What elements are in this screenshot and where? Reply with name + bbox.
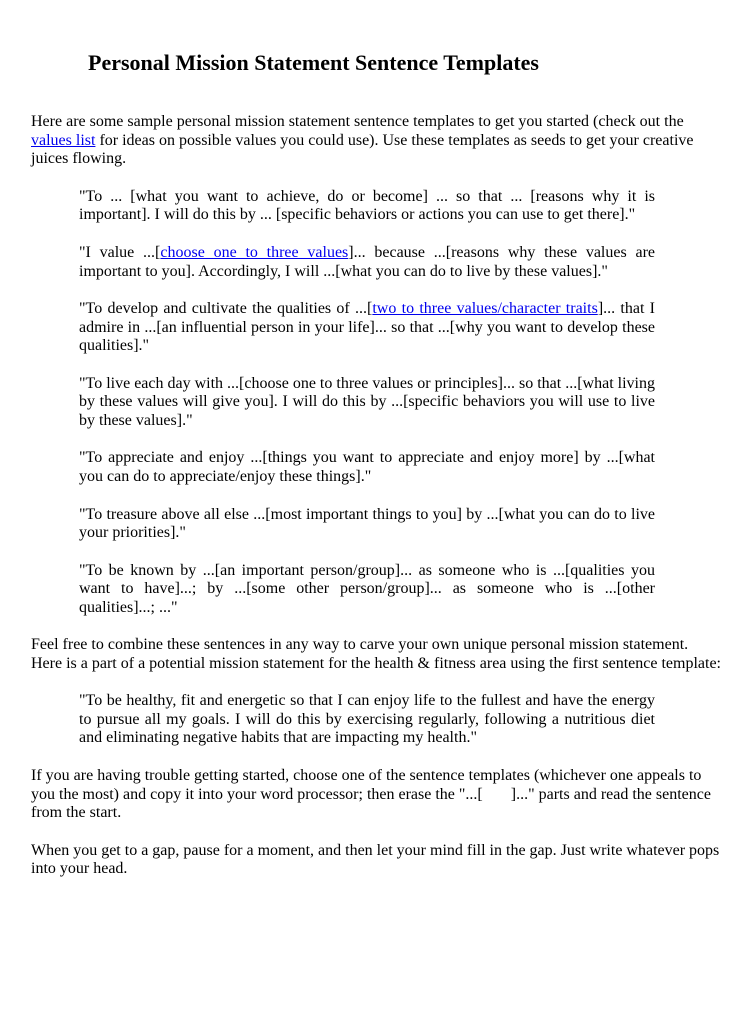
template-quote-known-by: "To be known by ...[an important person/group]... as someone who is ...[qualities you want to have]...; by ...[some other person/group]... as someone who is ...[other qualities]...; ..." bbox=[79, 561, 655, 616]
intro-paragraph bbox=[31, 113, 721, 169]
combine-paragraph: Feel free to combine these sentences in any way to carve your own unique personal mission statement. Here is a part of a potential mission statement for the health & fitness area using the first sentence template: bbox=[31, 636, 721, 672]
gap-paragraph: When you get to a gap, pause for a moment, and then let your mind fill in the gap. Just write whatever pops into your head. bbox=[31, 841, 720, 878]
page-title: Personal Mission Statement Sentence Templates bbox=[88, 50, 539, 75]
template-quote-develop bbox=[79, 300, 655, 356]
template-develop-text-post: ]... that I admire in ...[an influential person in your life]... so that ...[why you want to develop these qualities]." bbox=[79, 300, 656, 355]
template-quote-achieve: "To ... [what you want to achieve, do or become] ... so that ... [reasons why it is important]. I will do this by ... [specific behaviors or actions you can use to get there]." bbox=[79, 187, 655, 224]
values-list-link[interactable]: values list bbox=[31, 131, 96, 149]
template-quote-live-each-day: "To live each day with ...[choose one to three values or principles]... so that ...[what living by these values will give you]. I will do this by ...[specific behaviors you will use to live by these values]." bbox=[79, 374, 655, 429]
document-page bbox=[0, 50, 752, 879]
template-quote-value bbox=[79, 244, 655, 281]
intro-text-after-link: for ideas on possible values you could use). Use these templates as seeds to get your creative juices flowing. bbox=[31, 131, 694, 168]
template-value-text-post: ]... because ...[reasons why these values are important to you]. Accordingly, I will ...[what you can do to live by these values]." bbox=[79, 244, 656, 280]
template-quote-treasure: "To treasure above all else ...[most important things to you] by ...[what you can do to live your priorities]." bbox=[79, 505, 655, 542]
trouble-paragraph: If you are having trouble getting started, choose one of the sentence templates (whichever one appeals to you the most) and copy it into your word processor; then erase the "...[ ]..." parts and read the sentence from the start. bbox=[31, 766, 711, 822]
template-value-text-pre: "I value ...[ bbox=[79, 244, 161, 262]
template-quote-appreciate: "To appreciate and enjoy ...[things you want to appreciate and enjoy more] by ...[what you can do to appreciate/enjoy these things]." bbox=[79, 449, 655, 485]
choose-values-link[interactable]: choose one to three values bbox=[160, 244, 349, 262]
template-develop-text-pre: "To develop and cultivate the qualities of ...[ bbox=[79, 300, 373, 318]
character-traits-link[interactable]: two to three values/character traits bbox=[372, 300, 598, 318]
intro-text-before-link: Here are some sample personal mission statement sentence templates to get you started (check out the bbox=[31, 113, 684, 131]
example-mission-quote: "To be healthy, fit and energetic so that I can enjoy life to the fullest and have the energy to pursue all my goals. I will do this by exercising regularly, following a nutritious diet and eliminating negative habits that are impacting my health." bbox=[79, 692, 655, 747]
